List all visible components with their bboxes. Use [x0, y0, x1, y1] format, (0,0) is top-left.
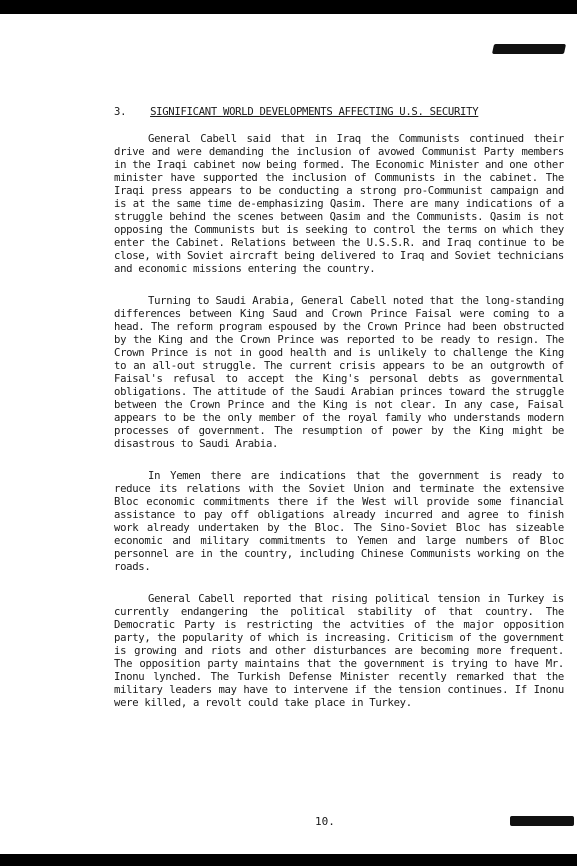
- redacted-footer-marking: [510, 816, 574, 826]
- document-body: [114, 106, 564, 729]
- paragraph-iraq: General Cabell said that in Iraq the Communists continued their drive and were demanding the inclusion of avowed Communist Party members in the Iraqi cabinet now being formed. The Economic Minister and one other minister have supported the inclusion of Communists in the cabinet. The Iraqi press appears to be conducting a strong pro-Communist campaign and is at the same time de-emphasizing Qasim. There are many indications of a struggle behind the scenes between Qasim and the Communists. Qasim is not opposing the Communists but is seeking to control the terms on which they enter the Cabinet. Relations between the U.S.S.R. and Iraq continue to be close, with Soviet aircraft being delivered to Iraq and Soviet technicians and economic missions entering the country.: [114, 133, 564, 275]
- scan-border-bottom: [0, 854, 577, 866]
- section-number: 3.: [114, 106, 127, 118]
- paragraph-yemen: In Yemen there are indications that the government is ready to reduce its relations with the Soviet Union and terminate the extensive Bloc economic commitments there if the West will provide some financial assistance to pay off obligations already incurred and agree to finish work already undertaken by the Bloc. The Sino-Soviet Bloc has sizeable economic and military commitments to Yemen and large numbers of Bloc personnel are in the country, including Chinese Communists working on the roads.: [114, 470, 564, 573]
- section-title: SIGNIFICANT WORLD DEVELOPMENTS AFFECTING U.S. SECURITY: [150, 106, 479, 118]
- paragraph-saudi-arabia: Turning to Saudi Arabia, General Cabell noted that the long-standing differences between King Saud and Crown Prince Faisal were coming to a head. The reform program espoused by the Crown Prince had been obstructed by the King and the Crown Prince was reported to be ready to resign. The Crown Prince is not in good health and is unlikely to challenge the King to an all-out struggle. The current crisis appears to be an outgrowth of Faisal's refusal to accept the King's personal debts as governmental obligations. The attitude of the Saudi Arabian princes toward the struggle between the Crown Prince and the King is not clear. In any case, Faisal appears to be the only member of the royal family who understands modern processes of government. The resumption of power by the King might be disastrous to Saudi Arabia.: [114, 295, 564, 450]
- paragraph-turkey: General Cabell reported that rising political tension in Turkey is currently endangering the political stability of that country. The Democratic Party is restricting the actvities of the major opposition party, the popularity of which is increasing. Criticism of the government is growing and riots and other disturbances are becoming more frequent. The opposition party maintains that the government is trying to have Mr. Inonu lynched. The Turkish Defense Minister recently remarked that the military leaders may have to intervene if the tension continues. If Inonu were killed, a revolt could take place in Turkey.: [114, 593, 564, 709]
- page-number: 10.: [315, 815, 335, 828]
- redacted-classification-marking: [492, 44, 566, 54]
- scan-border-top: [0, 0, 577, 14]
- section-heading: [114, 106, 564, 119]
